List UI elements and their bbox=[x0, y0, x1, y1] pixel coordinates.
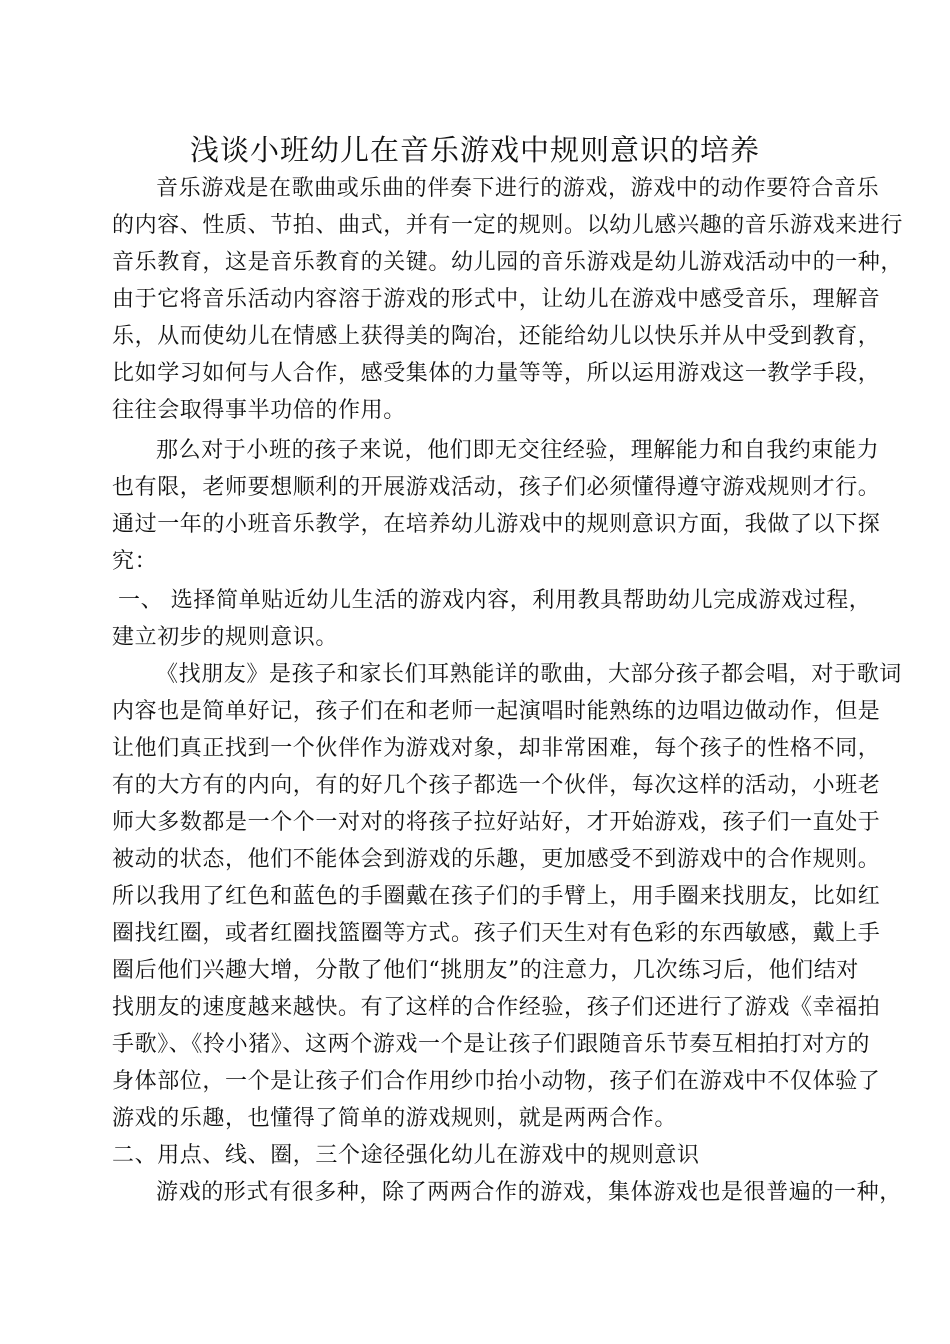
paragraph-3-line: 让他们真正找到一个伙伴作为游戏对象，却非常困难，每个孩子的性格不同， bbox=[112, 736, 881, 761]
section-heading-2: 二、用点、线、圈，三个途径强化幼儿在游戏中的规则意识 bbox=[112, 1143, 700, 1168]
section-heading-1-continued: 建立初步的规则意识。 bbox=[112, 625, 339, 650]
paragraph-3-line: 找朋友的速度越来越快。有了这样的合作经验，孩子们还进行了游戏《幸福拍 bbox=[112, 995, 881, 1020]
paragraph-4-line: 游戏的形式有很多种，除了两两合作的游戏，集体游戏也是很普遍的一种， bbox=[156, 1180, 902, 1205]
paragraph-3-line: 师大多数都是一个个一对对的将孩子拉好站好，才开始游戏，孩子们一直处于 bbox=[112, 810, 881, 835]
section-heading-1: 一、 选择简单贴近幼儿生活的游戏内容，利用教具帮助幼儿完成游戏过程， bbox=[118, 588, 872, 613]
paragraph-3-line: 圈后他们兴趣大增，分散了他们“挑朋友”的注意力，几次练习后，他们结对 bbox=[112, 958, 859, 983]
paragraph-3-line: 所以我用了红色和蓝色的手圈戴在孩子们的手臂上，用手圈来找朋友，比如红 bbox=[112, 884, 881, 909]
paragraph-2-line: 究： bbox=[112, 549, 158, 574]
paragraph-1-line: 乐，从而使幼儿在情感上获得美的陶冶，还能给幼儿以快乐并从中受到教育， bbox=[112, 324, 881, 349]
paragraph-1-line: 往往会取得事半功倍的作用。 bbox=[112, 398, 406, 423]
paragraph-1-line: 由于它将音乐活动内容溶于游戏的形式中，让幼儿在游戏中感受音乐，理解音 bbox=[112, 287, 881, 312]
paragraph-3-line: 被动的状态，他们不能体会到游戏的乐趣，更加感受不到游戏中的合作规则。 bbox=[112, 847, 881, 872]
paragraph-3-line: 内容也是简单好记，孩子们在和老师一起演唱时能熟练的边唱边做动作，但是 bbox=[112, 699, 881, 724]
paragraph-2-line: 通过一年的小班音乐教学，在培养幼儿游戏中的规则意识方面，我做了以下探 bbox=[112, 512, 881, 537]
paragraph-3-line: 有的大方有的内向，有的好几个孩子都选一个伙伴，每次这样的活动，小班老 bbox=[112, 773, 881, 798]
paragraph-1-line: 比如学习如何与人合作，感受集体的力量等等，所以运用游戏这一教学手段， bbox=[112, 361, 881, 386]
paragraph-3-line: 手歌》、《拎小猪》、这两个游戏一个是让孩子们跟随音乐节奏互相拍打对方的 bbox=[112, 1032, 871, 1057]
paragraph-3-line: 游戏的乐趣，也懂得了简单的游戏规则，就是两两合作。 bbox=[112, 1106, 678, 1131]
paragraph-1-line: 音乐游戏是在歌曲或乐曲的伴奏下进行的游戏，游戏中的动作要符合音乐 bbox=[156, 176, 880, 201]
paragraph-3-line: 《找朋友》是孩子和家长们耳熟能详的歌曲，大部分孩子都会唱，对于歌词 bbox=[156, 662, 902, 687]
paragraph-1-line: 的内容、性质、节拍、曲式，并有一定的规则。以幼儿感兴趣的音乐游戏来进行 bbox=[112, 213, 904, 238]
paragraph-1-line: 音乐教育，这是音乐教育的关键。幼儿园的音乐游戏是幼儿游戏活动中的一种， bbox=[112, 250, 904, 275]
page-title: 浅谈小班幼儿在音乐游戏中规则意识的培养 bbox=[189, 133, 760, 167]
paragraph-3-line: 身体部位，一个是让孩子们合作用纱巾抬小动物，孩子们在游戏中不仅体验了 bbox=[112, 1069, 881, 1094]
paragraph-3-line: 圈找红圈，或者红圈找篮圈等方式。孩子们天生对有色彩的东西敏感，戴上手 bbox=[112, 921, 881, 946]
paragraph-2-line: 也有限，老师要想顺利的开展游戏活动，孩子们必须懂得遵守游戏规则才行。 bbox=[112, 475, 881, 500]
paragraph-2-line: 那么对于小班的孩子来说，他们即无交往经验，理解能力和自我约束能力 bbox=[156, 438, 880, 463]
